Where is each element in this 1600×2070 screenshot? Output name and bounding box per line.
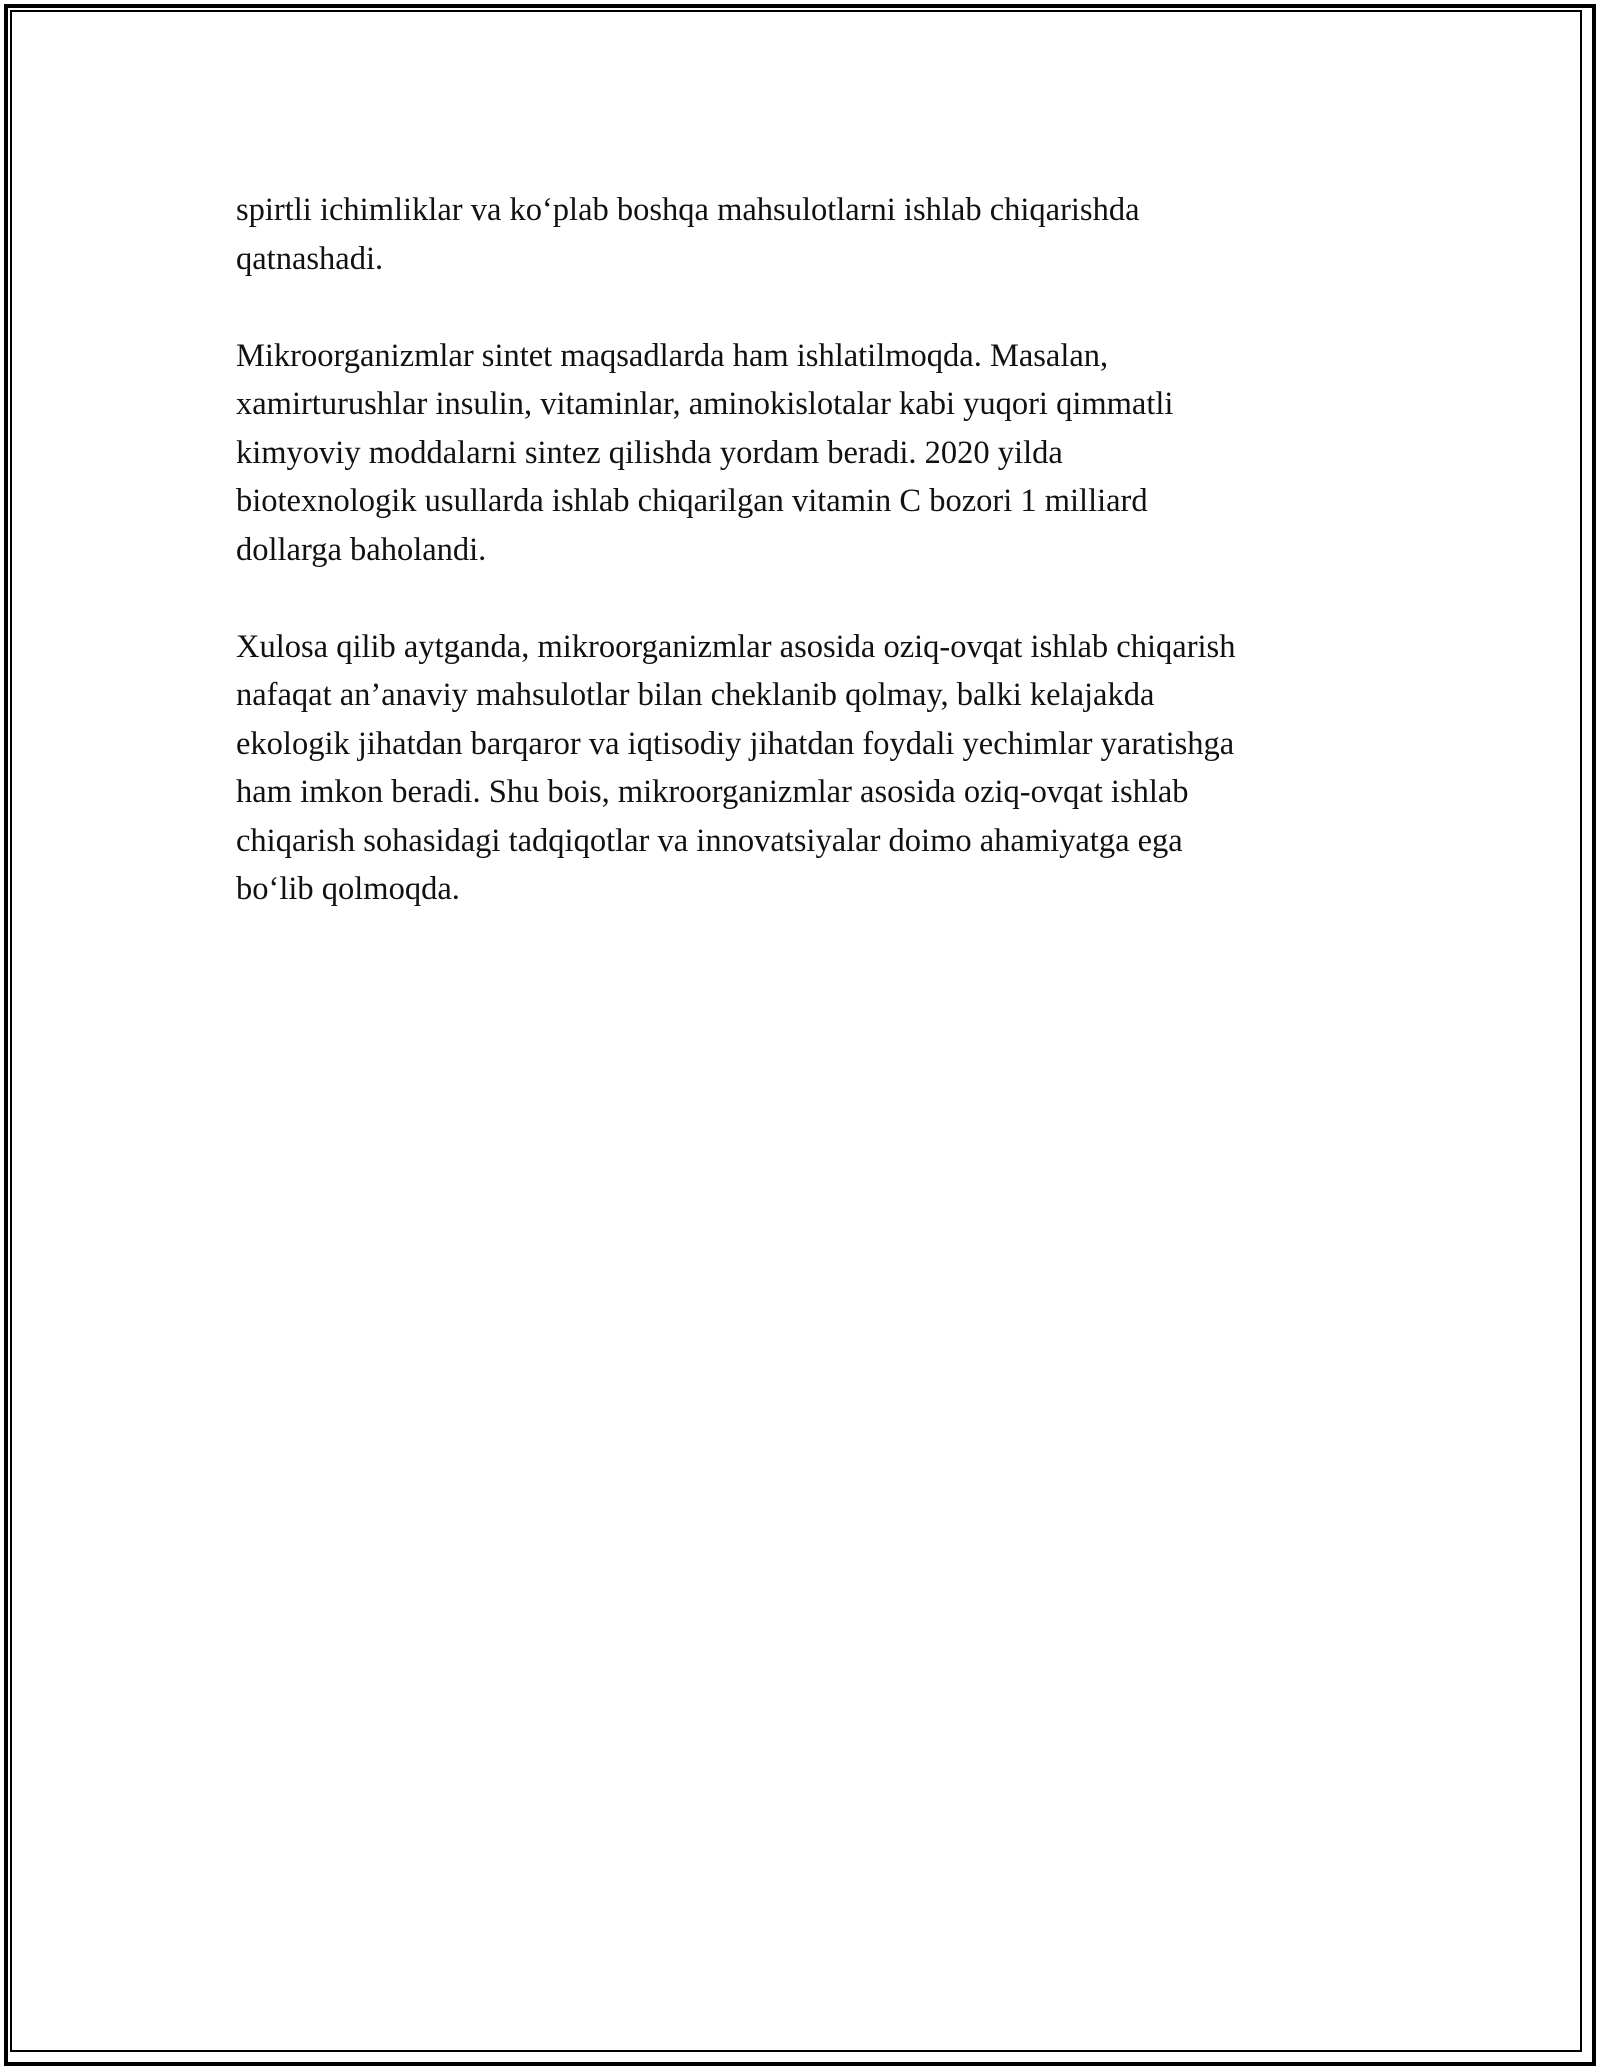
text-line: ekologik jihatdan barqaror va iqtisodiy jihatdan foydali yechimlar yaratishga bbox=[236, 725, 1235, 762]
text-line: bo‘lib qolmoqda. bbox=[236, 871, 460, 907]
text-line: nafaqat an’anaviy mahsulotlar bilan cheklanib qolmay, balki kelajakda bbox=[236, 677, 1155, 713]
text-line: biotexnologik usullarda ishlab chiqarilgan vitamin C bozori 1 milliard bbox=[236, 483, 1148, 519]
paragraph-3 bbox=[236, 623, 1396, 914]
text-line: ham imkon beradi. Shu bois, mikroorganizmlar asosida oziq-ovqat ishlab bbox=[236, 774, 1189, 810]
text-line: chiqarish sohasidagi tadqiqotlar va innovatsiyalar doimo ahamiyatga ega bbox=[236, 822, 1183, 859]
text-line: Xulosa qilib aytganda, mikroorganizmlar asosida oziq-ovqat ishlab chiqarish bbox=[236, 628, 1236, 665]
text-line: spirtli ichimliklar va ko‘plab boshqa mahsulotlarni ishlab chiqarishda bbox=[236, 192, 1140, 228]
text-line: dollarga baholandi. bbox=[236, 531, 487, 568]
text-line: Mikroorganizmlar sintet maqsadlarda ham ishlatilmoqda. Masalan, bbox=[236, 337, 1109, 374]
paragraph-2 bbox=[236, 332, 1396, 575]
text-line: qatnashadi. bbox=[236, 240, 384, 277]
paragraph-1 bbox=[236, 186, 1396, 283]
document-body bbox=[236, 186, 1396, 962]
text-line: xamirturushlar insulin, vitaminlar, aminokislotalar kabi yuqori qimmatli bbox=[236, 386, 1174, 422]
text-line: kimyoviy moddalarni sintez qilishda yordam beradi. 2020 yilda bbox=[236, 434, 1063, 471]
